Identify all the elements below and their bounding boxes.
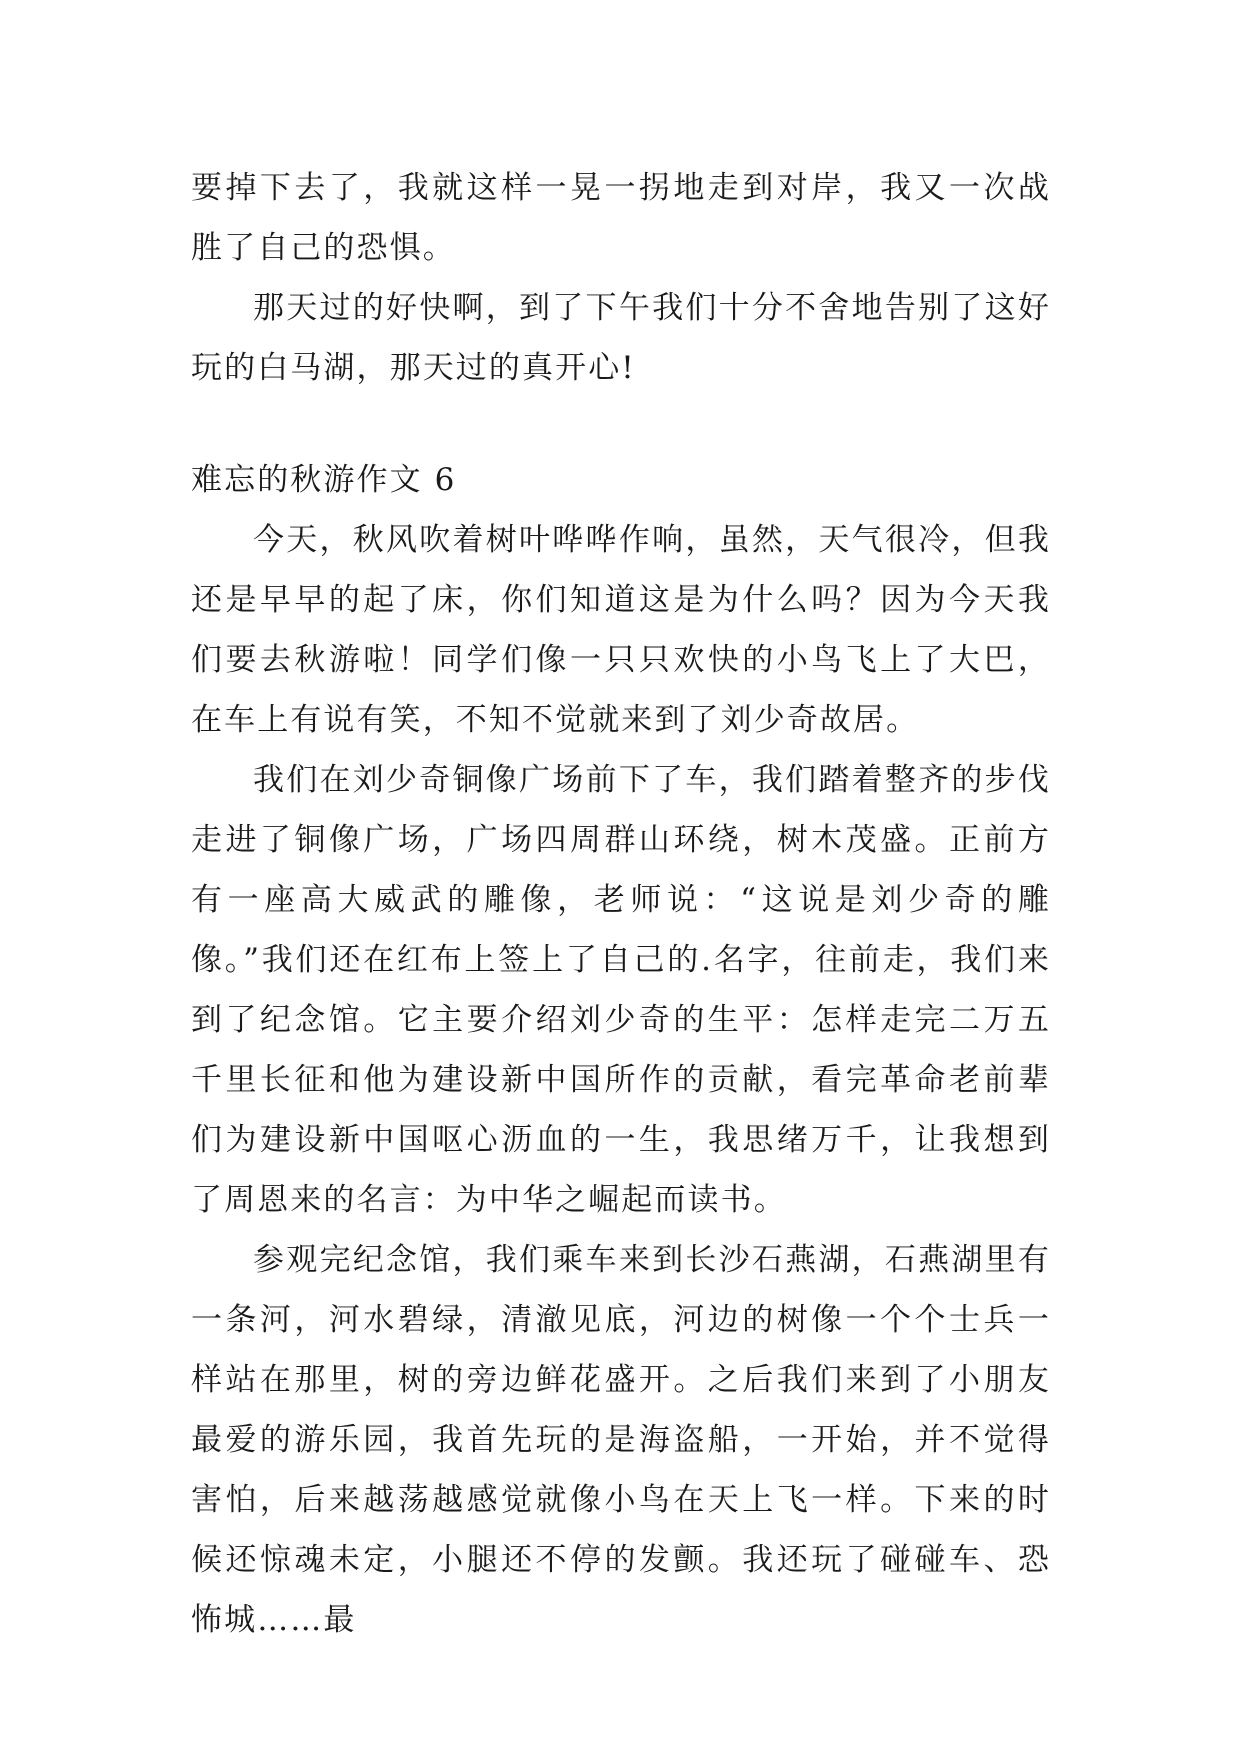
section-title: 难忘的秋游作文 6 — [191, 462, 457, 498]
paragraph-2: 我们在刘少奇铜像广场前下了车，我们踏着整齐的步伐走进了铜像广场，广场四周群山环绕，树木茂盛。正前方有一座高大威武的雕像，老师说：“这说是刘少奇的雕像。”我们还在红布上签上了自己的.名字，往前走，我们来到了纪念馆。它主要介绍刘少奇的生平：怎样走完二万五千里长征和他为建设新中国所作的贡献，看完革命老前辈们为建设新中国呕心沥血的一生，我思绪万千，让我想到了周恩来的名言：为中华之崛起而读书。 — [191, 762, 1051, 1218]
paragraph-continued-2: 那天过的好快啊，到了下午我们十分不舍地告别了这好玩的白马湖，那天过的真开心! — [191, 290, 1051, 386]
paragraph-continued-1: 要掉下去了，我就这样一晃一拐地走到对岸，我又一次战胜了自己的恐惧。 — [191, 170, 1051, 266]
paragraph-1: 今天，秋风吹着树叶哗哗作响，虽然，天气很冷，但我还是早早的起了床，你们知道这是为什么吗？因为今天我们要去秋游啦！同学们像一只只欢快的小鸟飞上了大巴，在车上有说有笑，不知不觉就来到了刘少奇故居。 — [191, 522, 1051, 738]
paragraph-3: 参观完纪念馆，我们乘车来到长沙石燕湖，石燕湖里有一条河，河水碧绿，清澈见底，河边的树像一个个士兵一样站在那里，树的旁边鲜花盛开。之后我们来到了小朋友最爱的游乐园，我首先玩的是海盗船，一开始，并不觉得害怕，后来越荡越感觉就像小鸟在天上飞一样。下来的时候还惊魂未定，小腿还不停的发颤。我还玩了碰碰车、恐怖城……最 — [191, 1242, 1051, 1638]
document-body — [191, 158, 1051, 1650]
